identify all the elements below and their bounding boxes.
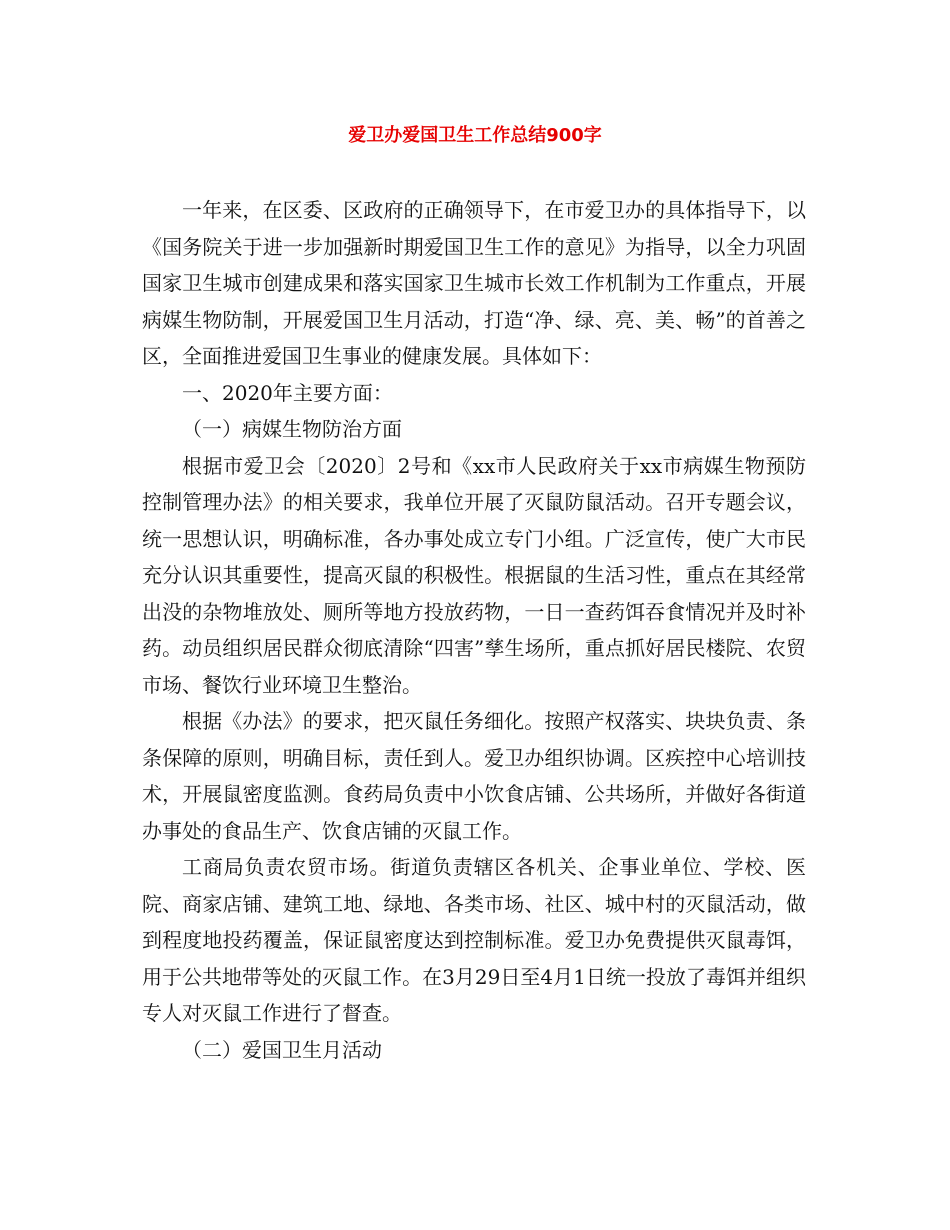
- document-body: [142, 192, 806, 1068]
- document-title: 爱卫办爱国卫生工作总结900字: [348, 125, 602, 146]
- paragraph-vector-control: 根据市爱卫会〔2020〕2号和《xx市人民政府关于xx市病媒生物预防控制管理办法》的相关要求，我单位开展了灭鼠防鼠活动。召开专题会议，统一思想认识，明确标准，各办事处成立专门小组。广泛宣传，使广大市民充分认识其重要性，提高灭鼠的积极性。根据鼠的生活习性，重点在其经常出没的杂物堆放处、厕所等地方投放药物，一日一查药饵吞食情况并及时补药。动员组织居民群众彻底清除“四害”孳生场所，重点抓好居民楼院、农贸市场、餐饮行业环境卫生整治。: [142, 453, 806, 697]
- subsection-heading-vector-control: （一）病媒生物防治方面: [182, 417, 402, 441]
- paragraph-rodent-tasks: 根据《办法》的要求，把灭鼠任务细化。按照产权落实、块块负责、条条保障的原则，明确目标，责任到人。爱卫办组织协调。区疾控中心培训技术，开展鼠密度监测。食药局负责中小饮食店铺、公共场所，并做好各街道办事处的食品生产、饮食店铺的灭鼠工作。: [142, 709, 806, 843]
- paragraph-market-responsibility: 工商局负责农贸市场。街道负责辖区各机关、企事业单位、学校、医院、商家店铺、建筑工地、绿地、各类市场、社区、城中村的灭鼠活动，做到程度地投药覆盖，保证鼠密度达到控制标准。爱卫办免费提供灭鼠毒饵，用于公共地带等处的灭鼠工作。在3月29日至4月1日统一投放了毒饵并组织专人对灭鼠工作进行了督查。: [142, 855, 806, 1025]
- section-heading-main: 一、2020年主要方面：: [182, 380, 393, 405]
- paragraph-intro: 一年来，在区委、区政府的正确领导下，在市爱卫办的具体指导下，以《国务院关于进一步加强新时期爱国卫生工作的意见》为指导，以全力巩固国家卫生城市创建成果和落实国家卫生城市长效工作机制为工作重点，开展病媒生物防制，开展爱国卫生月活动，打造“净、绿、亮、美、畅”的首善之区，全面推进爱国卫生事业的健康发展。具体如下：: [142, 198, 806, 368]
- subsection-heading-health-month: （二）爱国卫生月活动: [182, 1037, 382, 1062]
